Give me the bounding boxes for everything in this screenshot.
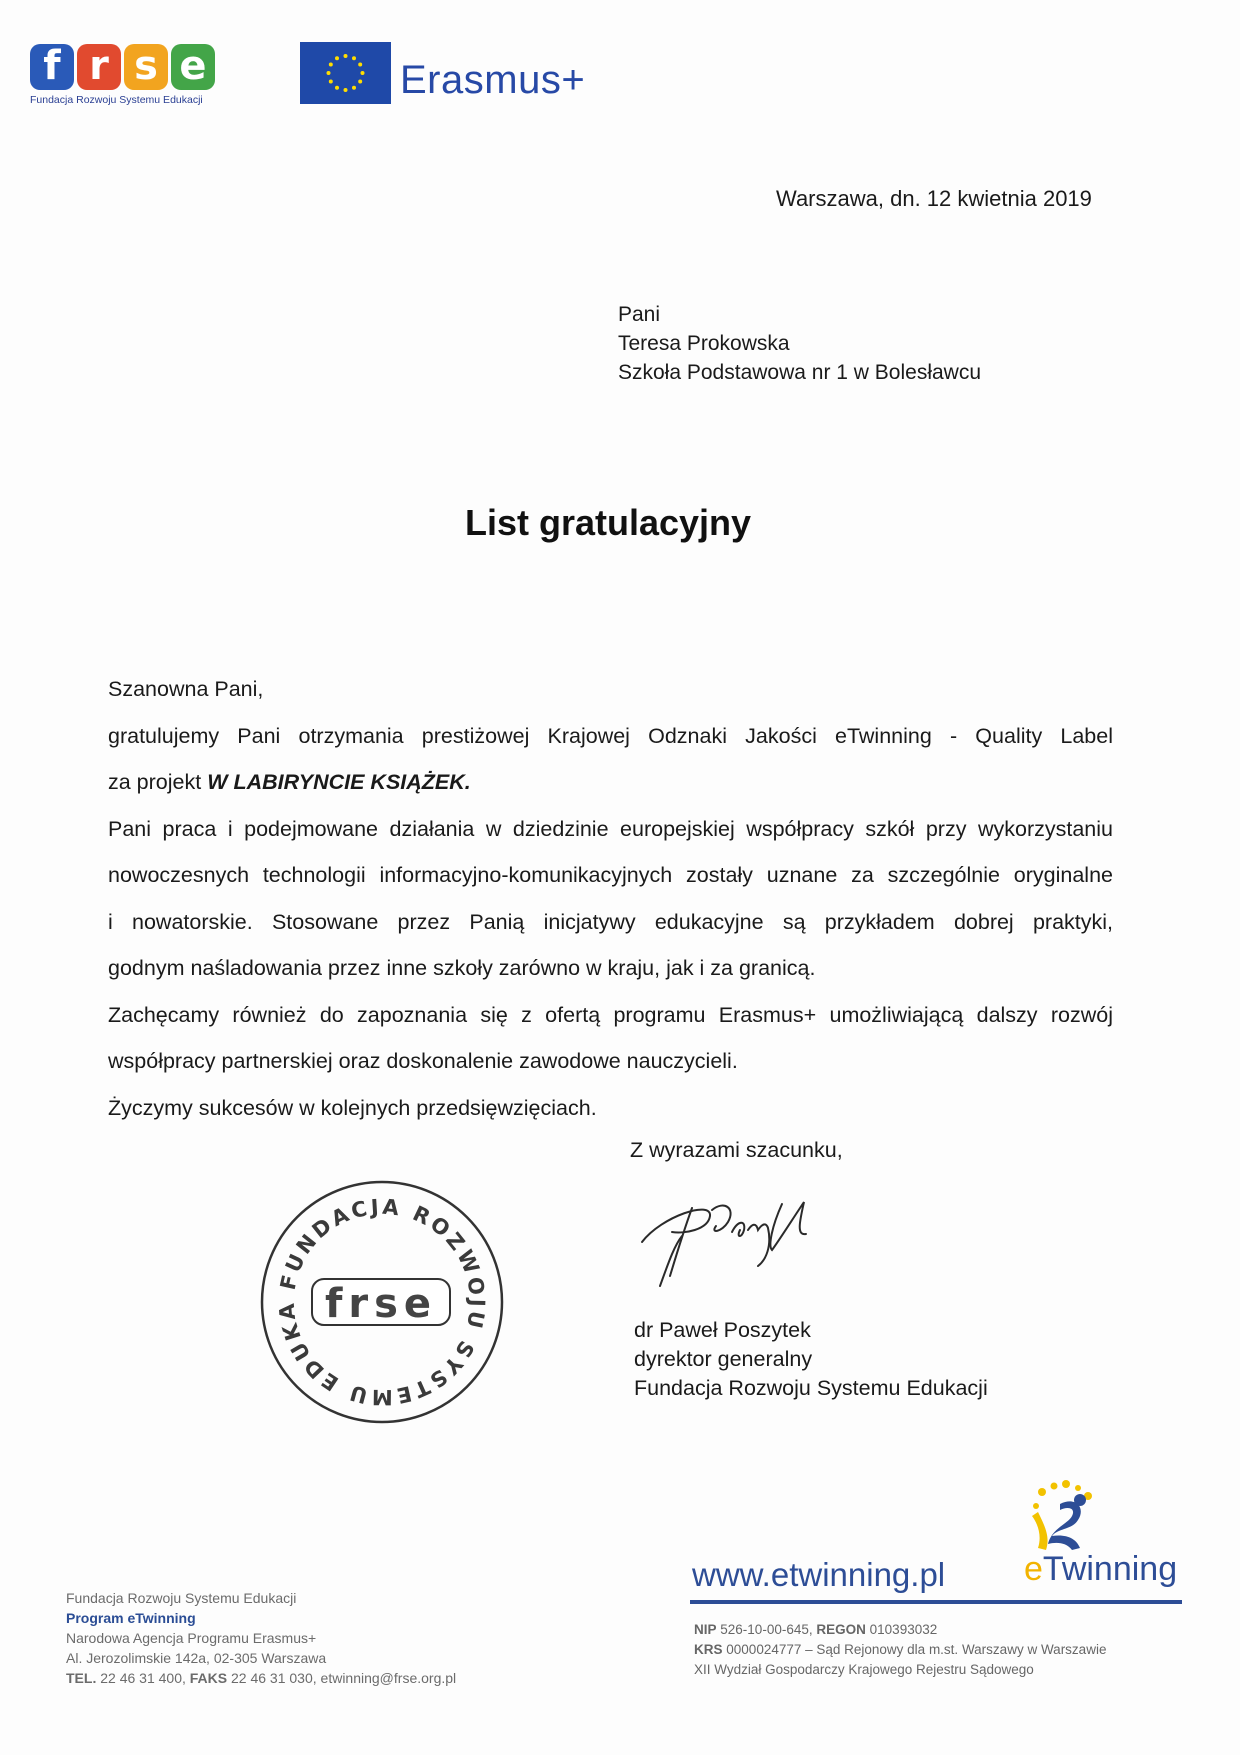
body-line: i nowatorskie. Stosowane przez Panią inicjatywy edukacyjne są przykładem dobrej praktyki, <box>108 909 1113 934</box>
frse-logo-letter: f <box>30 44 74 90</box>
eu-flag-icon <box>300 42 391 104</box>
footer-program: Program eTwinning <box>66 1610 196 1626</box>
frse-logo <box>30 44 220 106</box>
etwinning-logo-text: eTwinning <box>1024 1550 1178 1588</box>
body-line: Pani praca i podejmowane działania w dziedzinie europejskiej współpracy szkół przy wykorzystaniu <box>108 816 1113 841</box>
footer-contact <box>66 1588 456 1688</box>
etwinning-star-icon <box>1022 1478 1142 1559</box>
stamp-ring-text: FUNDACJA ROZWOJU SYSTEMU EDUKA <box>274 1194 490 1410</box>
signer-organization: Fundacja Rozwoju Systemu Edukacji <box>634 1376 988 1400</box>
erasmus-plus-logo: Erasmus+ <box>400 58 586 102</box>
greeting: Szanowna Pani, <box>108 677 264 701</box>
body-line: współpracy partnerskiej oraz doskonalenie zawodowe nauczycieli. <box>108 1049 738 1073</box>
footer-agency: Narodowa Agencja Programu Erasmus+ <box>66 1630 317 1646</box>
recipient-school: Szkoła Podstawowa nr 1 w Bolesławcu <box>618 361 982 384</box>
body-line: Zachęcamy również do zapoznania się z ofertą programu Erasmus+ umożliwiającą dalszy rozwój <box>108 1002 1113 1027</box>
letter-title: List gratulacyjny <box>464 502 752 543</box>
etwinning-logo-e: e <box>1024 1550 1043 1588</box>
letter-date: Warszawa, dn. 12 kwietnia 2019 <box>776 186 1092 211</box>
signer-name: dr Paweł Poszytek <box>634 1318 811 1342</box>
frse-logo-letter: r <box>77 44 121 90</box>
footer-divider <box>690 1600 1182 1604</box>
body-line <box>108 759 1113 806</box>
footer-org: Fundacja Rozwoju Systemu Edukacji <box>66 1590 297 1606</box>
project-name: W LABIRYNCIE KSIĄŻEK. <box>207 770 471 794</box>
closing: Z wyrazami szacunku, <box>630 1138 843 1162</box>
letter-body <box>108 666 1113 1131</box>
body-line: nowoczesnych technologii informacyjno-komunikacyjnych zostały uznane za szczególnie oryginalne <box>108 863 1113 887</box>
handwritten-signature <box>632 1186 832 1301</box>
frse-logo-subtitle: Fundacja Rozwoju Systemu Edukacji <box>30 94 203 106</box>
footer-phone-line: TEL. 22 46 31 400, FAKS 22 46 31 030, etwinning@frse.org.pl <box>66 1670 457 1686</box>
footer-address: Al. Jerozolimskie 142a, 02-305 Warszawa <box>66 1650 327 1666</box>
legal-line-2: KRS 0000024777 – Sąd Rejonowy dla m.st. Warszawy w Warszawie <box>694 1642 1107 1657</box>
legal-line-3: XII Wydział Gospodarczy Krajowego Rejestru Sądowego <box>694 1662 1034 1677</box>
project-prefix: za projekt <box>108 770 208 794</box>
stamp-center-logo: frse <box>324 1281 438 1327</box>
body-line: gratulujemy Pani otrzymania prestiżowej Krajowej Odznaki Jakości eTwinning - Quality Label <box>108 723 1113 748</box>
recipient-address <box>618 300 981 387</box>
signer-role: dyrektor generalny <box>634 1347 813 1371</box>
frse-stamp <box>258 1178 506 1426</box>
legal-info <box>694 1620 1106 1680</box>
footer-email[interactable]: etwinning@frse.org.pl <box>320 1670 457 1686</box>
body-line: Życzymy sukcesów w kolejnych przedsięwzięciach. <box>108 1095 597 1120</box>
legal-line-1: NIP 526-10-00-645, REGON 010393032 <box>694 1622 938 1637</box>
recipient-salutation: Pani <box>618 303 661 326</box>
recipient-name: Teresa Prokowska <box>618 332 790 355</box>
frse-logo-letter: s <box>124 44 168 90</box>
website-url[interactable]: www.etwinning.pl <box>692 1556 946 1593</box>
signer-block <box>634 1316 988 1403</box>
frse-logo-letter: e <box>171 44 215 90</box>
body-line: godnym naśladowania przez inne szkoły zarówno w kraju, jak i za granicą. <box>108 956 816 980</box>
